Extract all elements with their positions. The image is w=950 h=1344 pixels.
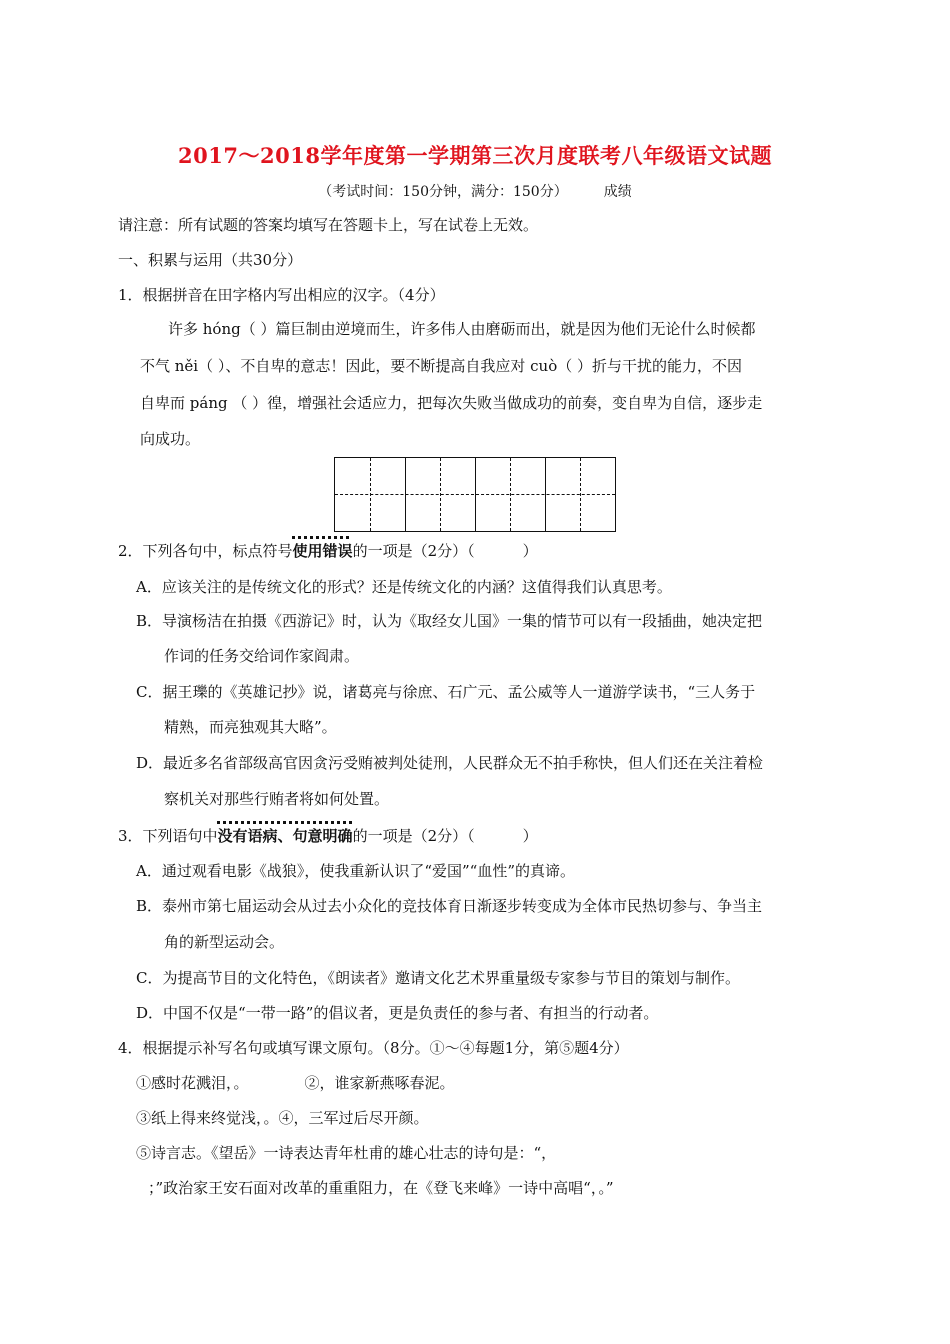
q4-line-3: ⑤诗言志。《望岳》一诗表达青年杜甫的雄心壮志的诗句是：“， [136, 1144, 557, 1162]
q1-text-line: 自卑而 páng （ ）徨，增强社会适应力，把每次失败当做成功的前奏，变自卑为自信，逐步走 [140, 394, 763, 412]
grid-cell-divider [475, 458, 476, 531]
q3-stem-tail: 的一项是（2分）（ [352, 827, 475, 845]
q1-text-line: 许多 hóng（ ）篇巨制由逆境而生，许多伟人由磨砺而出，就是因为他们无论什么时候都 [168, 320, 756, 338]
q2-stem [118, 540, 538, 561]
grid-dashed-line [580, 458, 581, 531]
q1-text-line: 向成功。 [140, 430, 201, 448]
q4-stem: 4．根据提示补写名句或填写课文原句。（8分。①～④每题1分，第⑤题4分） [118, 1039, 629, 1057]
grid-dashed-line [510, 458, 511, 531]
notice: 请注意：所有试题的答案均填写在答题卡上，写在试卷上无效。 [118, 216, 539, 234]
q2-option-c-cont: 精熟，而亮独观其大略”。 [164, 718, 337, 736]
q2-option-a: A．应该关注的是传统文化的形式？还是传统文化的内涵？这值得我们认真思考。 [136, 578, 672, 596]
q3-option-b-cont: 角的新型运动会。 [164, 933, 285, 951]
section-heading: 一、积累与运用（共30分） [118, 251, 303, 269]
q1-stem: 1．根据拼音在田字格内写出相应的汉字。（4分） [118, 286, 445, 304]
grid-cell-divider [405, 458, 406, 531]
q2-paren-close: ） [522, 542, 538, 560]
q2-option-b: B．导演杨洁在拍摄《西游记》时，认为《取经女儿国》一集的情节可以有一段插曲，她决定把 [136, 612, 763, 630]
q2-option-d-cont: 察机关对那些行贿者将如何处置。 [164, 790, 390, 808]
exam-info [0, 181, 950, 201]
q1-text-line: 不气 něi（ ）、不自卑的意志！因此，要不断提高自我应对 cuò（ ）折与干扰的能力，不因 [140, 357, 743, 375]
grid-dashed-line [370, 458, 371, 531]
q3-option-a: A．通过观看电影《战狼》，使我重新认识了“爱国”“血性”的真谛。 [136, 862, 576, 880]
q3-option-d: D．中国不仅是“一带一路”的倡议者，更是负责任的参与者、有担当的行动者。 [136, 1004, 659, 1022]
q3-stem-text: 3．下列语句中 [118, 827, 218, 845]
q4-item-2: ②，谁家新燕啄春泥。 [304, 1074, 455, 1092]
q2-emphasis: 使用错误 [292, 542, 353, 560]
q3-option-b: B．泰州市第七届运动会从过去小众化的竞技体育日渐逐步转变成为全体市民热切参与、争当主 [136, 897, 763, 915]
q4-item-1: ①感时花溅泪，。 [136, 1074, 249, 1092]
q4-line-1 [136, 1072, 455, 1093]
q4-line-2: ③纸上得来终觉浅，。④，三军过后尽开颜。 [136, 1109, 429, 1127]
q2-stem-tail: 的一项是（2分）（ [352, 542, 475, 560]
exam-title: 2017～2018学年度第一学期第三次月度联考八年级语文试题 [178, 143, 772, 168]
grid-dashed-line [440, 458, 441, 531]
score-label: 成绩 [603, 184, 632, 200]
q2-option-c: C．据王瓅的《英雄记抄》说，诸葛亮与徐庶、石广元、孟公威等人一道游学读书，“三人务于 [136, 683, 756, 701]
q4-line-4: ；”政治家王安石面对改革的重重阻力，在《登飞来峰》一诗中高唱“，。” [148, 1179, 614, 1197]
tianzige-grid [334, 457, 616, 532]
q3-option-c: C．为提高节目的文化特色，《朗读者》邀请文化艺术界重量级专家参与节目的策划与制作。 [136, 969, 740, 987]
grid-cell-divider [545, 458, 546, 531]
q2-stem-text: 2．下列各句中，标点符号 [118, 542, 293, 560]
q3-emphasis: 没有语病、句意明确 [217, 827, 353, 845]
exam-time-info: （考试时间：150分钟，满分：150分） [318, 184, 568, 200]
q3-stem [118, 825, 538, 846]
q2-option-b-cont: 作词的任务交给词作家阎肃。 [164, 647, 360, 665]
q2-option-d: D．最近多名省部级高官因贪污受贿被判处徒刑，人民群众无不拍手称快，但人们还在关注着检 [136, 754, 764, 772]
q3-paren-close: ） [522, 827, 538, 845]
